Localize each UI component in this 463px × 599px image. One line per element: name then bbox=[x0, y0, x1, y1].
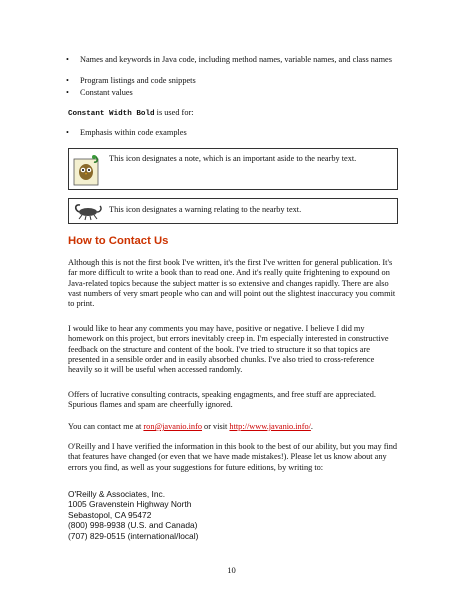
note-callout bbox=[68, 148, 398, 190]
paragraph-text: Offers of lucrative consulting contracts, speaking engagments, and free stuff are appreciated. Spurious flames and spam are cheerfully ignored. bbox=[68, 390, 376, 410]
warning-callout bbox=[68, 198, 398, 224]
list-item bbox=[80, 77, 398, 86]
address-line: (707) 829-0515 (international/local) bbox=[68, 530, 199, 541]
email-link[interactable]: ron@javanio.info bbox=[143, 422, 202, 431]
scorpion-icon bbox=[73, 201, 103, 223]
address-line: 1005 Gravenstein Highway North bbox=[68, 499, 192, 510]
list-item bbox=[80, 56, 398, 65]
mailing-address bbox=[68, 489, 198, 541]
paragraph bbox=[68, 324, 400, 375]
list-item-text: Constant values bbox=[80, 88, 133, 97]
list-item bbox=[80, 89, 398, 98]
list-item-text: Names and keywords in Java code, including method names, variable names, and class names bbox=[80, 55, 392, 64]
paragraph-text: O'Reilly and I have verified the information in this book to the best of our ability, but you may find that features have changed (or even that we have made mistakes!). Please let us know about any errors you find, as well as your suggestions for future editions, by writing to: bbox=[68, 442, 398, 472]
code-style-name: Constant Width Bold bbox=[68, 110, 155, 118]
intro-text: is used for: bbox=[154, 108, 194, 117]
list-item-text: Program listings and code snippets bbox=[80, 76, 196, 85]
website-link[interactable]: http://www.javanio.info/ bbox=[229, 422, 311, 431]
bold-style-intro bbox=[68, 108, 400, 119]
section-heading: How to Contact Us bbox=[68, 235, 169, 247]
address-line: O'Reilly & Associates, Inc. bbox=[68, 489, 166, 499]
list-item bbox=[80, 129, 398, 138]
contact-prefix: You can contact me at bbox=[68, 422, 144, 431]
paragraph bbox=[68, 442, 400, 473]
paragraph-text: Although this is not the first book I've written, it's the first I've written for general publication. It's far more difficult to write a book than to read one. And it's really quite frightening to expound on Java-related topics because the subject matter is so extensive and changes rapidly. There are also vast numbers of very smart people who can and will point out the slightest inaccuracy you commit to print. bbox=[68, 258, 396, 309]
paragraph bbox=[68, 258, 400, 309]
list-item-text: Emphasis within code examples bbox=[80, 128, 187, 137]
page-number: 10 bbox=[227, 565, 236, 575]
paragraph-text: I would like to hear any comments you may have, positive or negative. I believe I did my homework on this project, but errors inevitably creep in. I'm especially interested in constructive feedback on the structure and content of the book. I've tried to structure it so that topics are presented in a sensible order and in easily absorbed chunks. I've also tried to cross-reference heavily so it will be useful when accessed randomly. bbox=[68, 324, 389, 375]
contact-suffix: . bbox=[310, 422, 313, 431]
warning-text: This icon designates a warning relating to the nearby text. bbox=[109, 205, 302, 214]
contact-paragraph bbox=[68, 422, 400, 432]
contact-middle: or visit bbox=[201, 422, 230, 431]
note-text: This icon designates a note, which is an important aside to the nearby text. bbox=[109, 154, 357, 163]
address-line: (800) 998-9938 (U.S. and Canada) bbox=[68, 520, 198, 531]
owl-icon bbox=[73, 153, 101, 188]
address-line: Sebastopol, CA 95472 bbox=[68, 509, 152, 520]
paragraph bbox=[68, 390, 400, 411]
